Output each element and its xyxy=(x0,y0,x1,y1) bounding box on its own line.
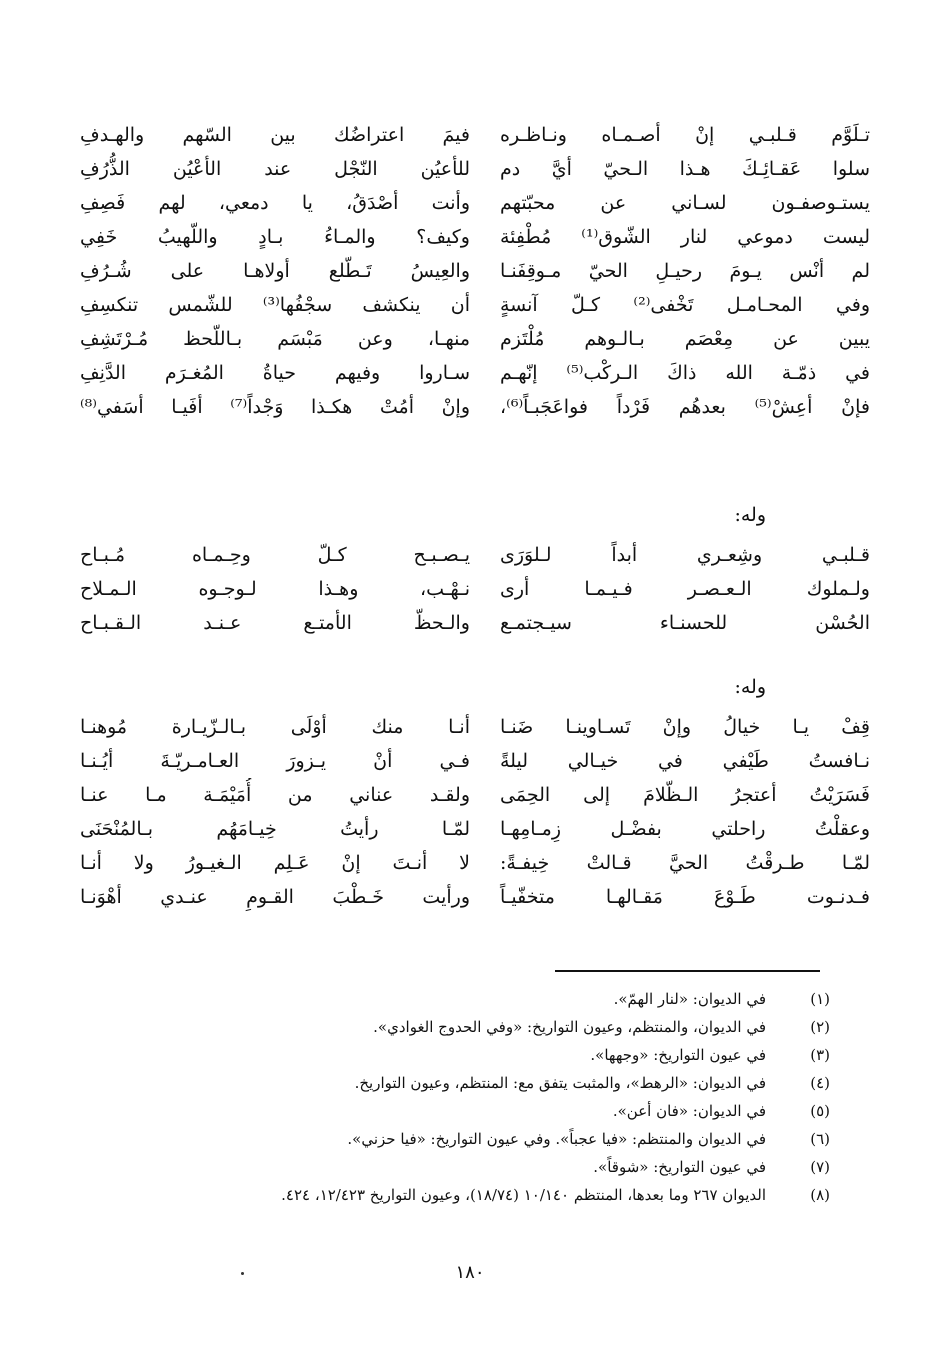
poem-2-right-column xyxy=(470,538,880,640)
verse-line: للأعيُن النّجْل عند الأعْيُن الذُّرُفِ xyxy=(80,158,470,180)
verse-line: وفي المحـامـل تَخْفى⁽²⁾ كـلّ آنسةٍ xyxy=(500,294,870,316)
poem-3-left-column xyxy=(60,710,470,914)
poem-1-right-column xyxy=(470,118,880,424)
verse-line: ورأيت خَـطْبَ القـومِ عنـدي أهْوَنـا xyxy=(80,886,470,908)
section-heading: وله: xyxy=(734,504,766,526)
verse-line: نـهْـب، وهـذا لـوجـوه الـمـلاح xyxy=(80,578,470,600)
footnote xyxy=(100,985,830,1013)
poem-3 xyxy=(60,710,880,914)
verse-line: والعِيسُ تَـطّلع أولاهـا على شُـرُفِ xyxy=(80,260,470,282)
poem-1-left-column xyxy=(60,118,470,424)
verse-line: ولـملوك الـعـصـر فـيـمـا أرى xyxy=(500,578,870,600)
verse-line: والـحظّ الأمتـع عـنـد الـقـبـاح xyxy=(80,612,470,634)
verse-line: وكيف؟ والمـاءُ بـادٍ واللّهيبُ خَفِي xyxy=(80,226,470,248)
verse-line: يـصـبـح كـلّ وحِـمـاه مُـبـاح xyxy=(80,544,470,566)
verse-line: أن ينكشف سجْفُها⁽³⁾ للشّمس تنكسِفِ xyxy=(80,294,470,316)
footnote-text: الديوان ٢٦٧ وما بعدها، المنتظم ١٠/١٤٠ (١٨/٧٤)، وعيون التواريخ ١٢/٤٢٣، ٤٢٤. xyxy=(281,1186,766,1204)
verse-line: سـاروا وفيهم حياةُ المُغـرَم الدَّنِفِ xyxy=(80,362,470,384)
footnote-number: (٧) xyxy=(810,1158,830,1176)
footnote xyxy=(100,1013,830,1041)
verse-line: الحُسْن للحسنـاء سيـجتمـع xyxy=(500,612,870,634)
footnote xyxy=(100,1041,830,1069)
footnote xyxy=(100,1069,830,1097)
verse-line: لمّـا طـرقْتُ الحيَّ قـالتْ خِيفـةً: xyxy=(500,852,870,874)
verse-line: وعقلْتُ راحلتي بفضْـل زِمـامِهـا xyxy=(500,818,870,840)
footnote-number: (٢) xyxy=(810,1018,830,1036)
verse-line: وإنْ أمُتْ هكـذا وَجْداً⁽⁷⁾ أفَيـا أسَفي⁽⁸⁾ xyxy=(80,396,470,418)
verse-line: وأنت أصْدَقُ، يا دمعي، لهم فَصِفِ xyxy=(80,192,470,214)
poem-1 xyxy=(60,118,880,424)
verse-line: قِفْ يـا خيالُ وإنْ تَسـاوينـا ضَنـا xyxy=(500,716,870,738)
verse-line: أنـا منك أوْلَى بـالـزّيـارة مُوهنـا xyxy=(80,716,470,738)
footnote-number: (٦) xyxy=(810,1130,830,1148)
verse-line: ولقـد عناني من أُمَيْمَـة مـا عنـا xyxy=(80,784,470,806)
footnote xyxy=(100,1125,830,1153)
footnote-divider xyxy=(555,970,820,972)
footnote-text: في عيون التواريخ: «شوقاً». xyxy=(593,1158,766,1176)
verse-line: لا أنـتَ إنْ عَـلِم الـغيـورُ ولا أنـا xyxy=(80,852,470,874)
page-number: ١٨٠ xyxy=(455,1262,485,1283)
footnote-text: في الديوان: «الرهط»، والمثبت يتفق مع: المنتظم، وعيون التواريخ. xyxy=(354,1074,766,1092)
poem-3-right-column xyxy=(470,710,880,914)
verse-line: ليست دموعي لنار الشّوق⁽¹⁾ مُطْفِئة xyxy=(500,226,870,248)
verse-line: سلوا عَقـائِـكَ هـذا الـحيّ أيَّ دم xyxy=(500,158,870,180)
speck-mark xyxy=(241,1272,244,1275)
footnotes xyxy=(100,985,830,1209)
section-heading: وله: xyxy=(734,676,766,698)
footnote-text: في عيون التواريخ: «وجهها». xyxy=(590,1046,766,1064)
footnote-number: (٣) xyxy=(810,1046,830,1064)
footnote-text: في الديوان والمنتظم: «فيا عجباً». وفي عيون التواريخ: «فيا حزني». xyxy=(347,1130,766,1148)
footnote xyxy=(100,1181,830,1209)
footnote-text: في الديوان: «فان أعن». xyxy=(612,1102,766,1120)
verse-line: نـافستُ طَيْفي في خيـالي ليلةً xyxy=(500,750,870,772)
footnote-number: (١) xyxy=(810,990,830,1008)
verse-line: فـدنـوت طَـوْعَ مَقـالهـا متخفّيـاً xyxy=(500,886,870,908)
verse-line: فَسَرَيْتُ أعتجرُ الـظّلامَ إلى الحِمَى xyxy=(500,784,870,806)
verse-line: فإنْ أعِشْ⁽⁵⁾ بعدهُم فَرْداً فواعَجَبـاً⁽⁶⁾، xyxy=(500,396,871,418)
poem-2 xyxy=(60,538,880,640)
verse-line: فـي أنْ يـزورَ العـامـريّـةَ أيُـنـا xyxy=(80,750,470,772)
poem-2-left-column xyxy=(60,538,470,640)
footnote-number: (٥) xyxy=(810,1102,830,1120)
verse-line: لم أنْس يـومَ رحيـلِ الحيّ مـوقِفَنـا xyxy=(500,260,870,282)
footnote-number: (٤) xyxy=(810,1074,830,1092)
footnote xyxy=(100,1153,830,1181)
footnote xyxy=(100,1097,830,1125)
verse-line: فيمَ اعتراضُك بين السّهم والهـدفِ xyxy=(80,124,470,146)
verse-line: قـلبـي وشِعـري أبداً لـلوَرَى xyxy=(500,544,870,566)
verse-line: يبين عن مِعْصَم بـالـوهم مُلْتَزم xyxy=(500,328,870,350)
footnote-number: (٨) xyxy=(810,1186,830,1204)
verse-line: منهـا، وعن مَبْسَم بـاللّحظ مُـرْتَشِفِ xyxy=(80,328,470,350)
verse-line: لمّـا رأيتُ خِيـامَهُم بـالمُنْحَنَى xyxy=(80,818,470,840)
footnote-text: في الديوان: «لنار الهمّ». xyxy=(613,990,766,1008)
verse-line: تـلَوَّم قـلبـي إنْ أصـمـاه ونـاظـره xyxy=(500,124,870,146)
verse-line: يستـوصفـون لسـاني عن محبّتهم xyxy=(500,192,870,214)
verse-line: في ذمّـة الله ذاكَ الـركْب⁽⁵⁾ إنّهـم xyxy=(500,362,870,384)
footnote-text: في الديوان، والمنتظم، وعيون التواريخ: «وفي الحدوج الغوادي». xyxy=(373,1018,766,1036)
